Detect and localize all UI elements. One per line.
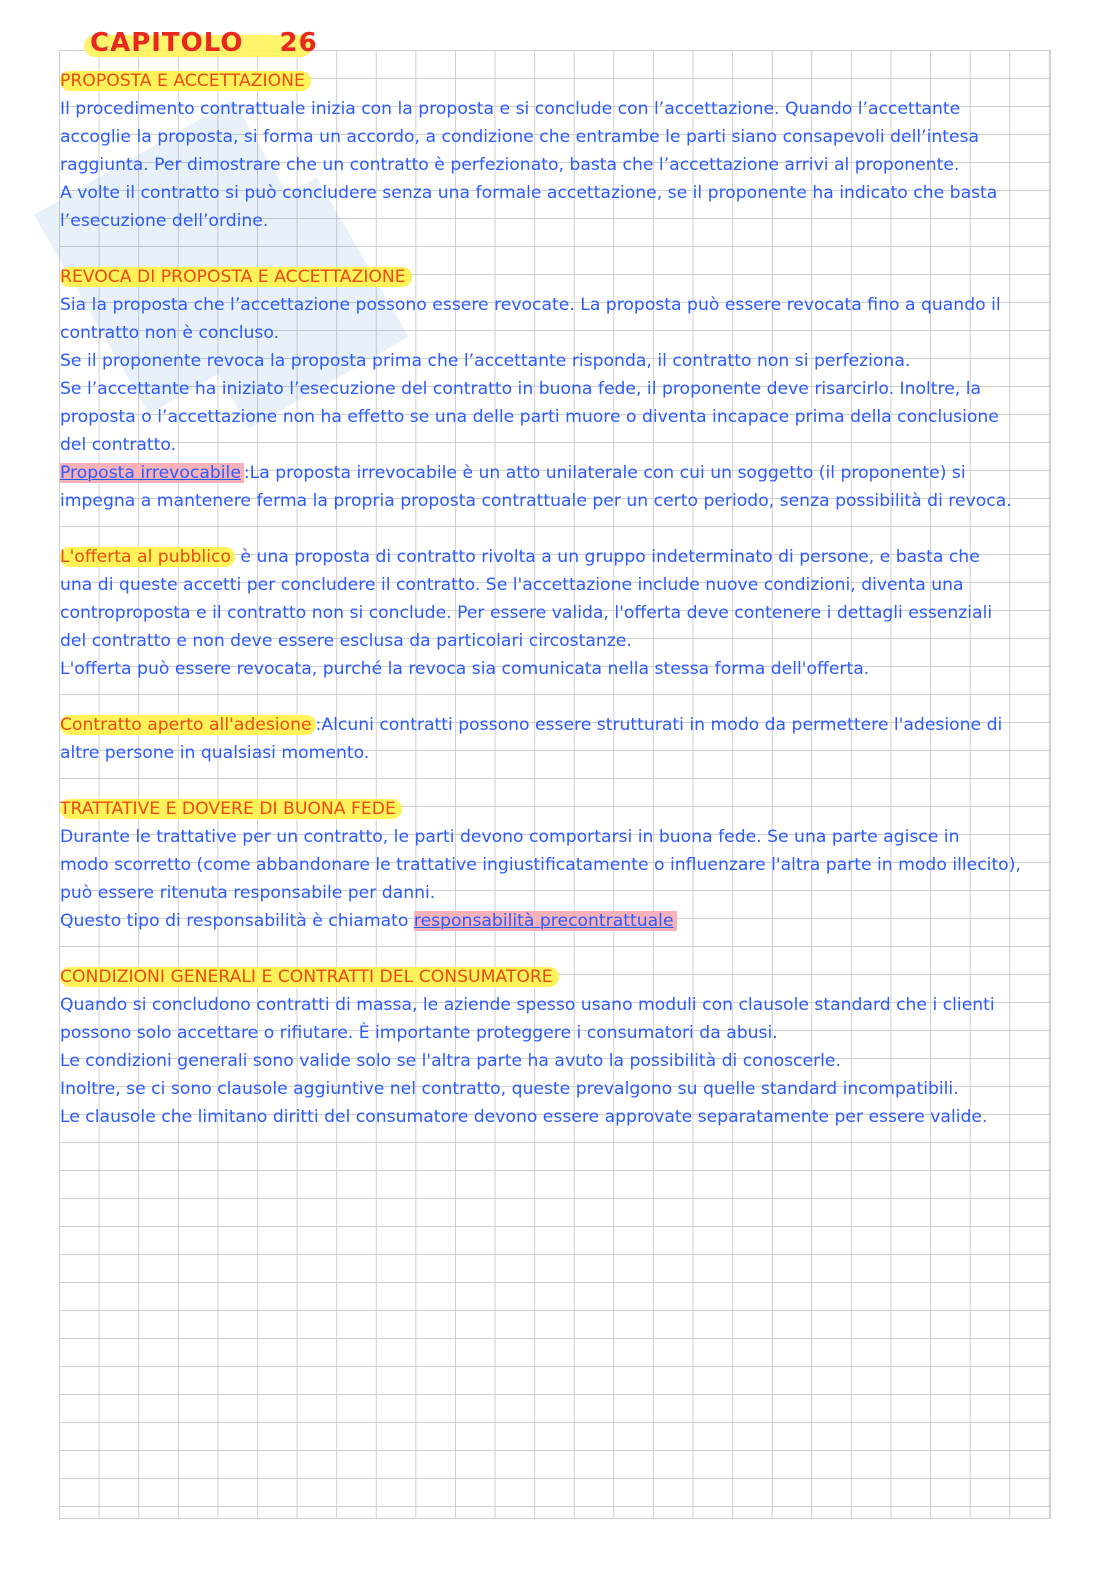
text-line: Contratto aperto all'adesione :Alcuni contratti possono essere strutturati in modo da permettere l'adesione di [60,715,1003,735]
text-line: una di queste accetti per concludere il contratto. Se l'accettazione include nuove condizioni, diventa una [60,575,964,595]
section-heading-trattative: TRATTATIVE E DOVERE DI BUONA FEDE [60,795,1050,823]
text-line: L'offerta al pubblico è una proposta di contratto rivolta a un gruppo indeterminato di persone, e basta che [60,547,980,567]
text-line: raggiunta. Per dimostrare che un contratto è perfezionato, basta che l’accettazione arrivi al proponente. [60,155,960,175]
text-line: del contratto. [60,435,177,455]
text-line: L'offerta può essere revocata, purché la revoca sia comunicata nella stessa forma dell'offerta. [60,659,870,679]
text-line: possono solo accettare o rifiutare. È importante proteggere i consumatori da abusi. [60,1023,778,1043]
term-responsabilita-precontrattuale: responsabilità precontrattuale [414,911,677,931]
text-line: Il procedimento contrattuale inizia con la proposta e si conclude con l’accettazione. Quando l’accettante [60,99,961,119]
term-offerta-pubblico: L'offerta al pubblico [60,547,235,567]
section-heading-revoca: REVOCA DI PROPOSTA E ACCETTAZIONE [60,263,1050,291]
text-line: contratto non è concluso. [60,323,280,343]
text-line: proposta o l’accettazione non ha effetto se una delle parti muore o diventa incapace prima della conclusione [60,407,999,427]
text-line: Le condizioni generali sono valide solo se l'altra parte ha avuto la possibilità di conoscerle. [60,1051,841,1071]
section-heading-condizioni: CONDIZIONI GENERALI E CONTRATTI DEL CONSUMATORE [60,963,1050,991]
text-line: modo scorretto (come abbandonare le trattative ingiustificatamente o influenzare l'altra parte in modo illecito), [60,855,1021,875]
text-line: Quando si concludono contratti di massa, le aziende spesso usano moduli con clausole standard che i clienti [60,995,995,1015]
text-line: l’esecuzione dell’ordine. [60,211,269,231]
text-line: Proposta irrevocabile :La proposta irrevocabile è un atto unilaterale con cui un soggetto (il proponente) si [60,463,966,483]
text-line: Le clausole che limitano diritti del consumatore devono essere approvate separatamente per essere valide. [60,1107,988,1127]
text-line: altre persone in qualsiasi momento. [60,743,370,763]
term-proposta-irrevocabile: Proposta irrevocabile [60,463,244,483]
text-line: Sia la proposta che l’accettazione possono essere revocate. La proposta può essere revocata fino a quando il [60,295,1001,315]
text-line: accoglie la proposta, si forma un accordo, a condizione che entrambe le parti siano consapevoli dell’intesa [60,127,980,147]
text-line: Durante le trattative per un contratto, le parti devono comportarsi in buona fede. Se una parte agisce in [60,827,960,847]
text-line: impegna a mantenere ferma la propria proposta contrattuale per un certo periodo, senza possibilità di revoca. [60,491,1012,511]
term-contratto-aperto: Contratto aperto all'adesione [60,715,316,735]
text-line: può essere ritenuta responsabile per danni. [60,883,436,903]
text-line: controproposta e il contratto non si conclude. Per essere valida, l'offerta deve contenere i dettagli essenziali [60,603,993,623]
text-line: Questo tipo di responsabilità è chiamato responsabilità precontrattuale [60,907,1050,935]
chapter-number: 26 [279,28,318,58]
text-line: A volte il contratto si può concludere senza una formale accettazione, se il proponente ha indicato che basta [60,183,998,203]
page-title [90,28,354,58]
text-line: Se il proponente revoca la proposta prima che l’accettante risponda, il contratto non si perfeziona. [60,351,911,371]
text-line: del contratto e non deve essere esclusa da particolari circostanze. [60,631,632,651]
chapter-word: CAPITOLO [90,28,244,58]
section-heading-proposta: PROPOSTA E ACCETTAZIONE [60,67,1050,95]
text-line: Inoltre, se ci sono clausole aggiuntive nel contratto, queste prevalgono su quelle standard incompatibili. [60,1079,959,1099]
notes-content [60,67,1050,1131]
text-line: Se l’accettante ha iniziato l’esecuzione del contratto in buona fede, il proponente deve risarcirlo. Inoltre, la [60,379,982,399]
